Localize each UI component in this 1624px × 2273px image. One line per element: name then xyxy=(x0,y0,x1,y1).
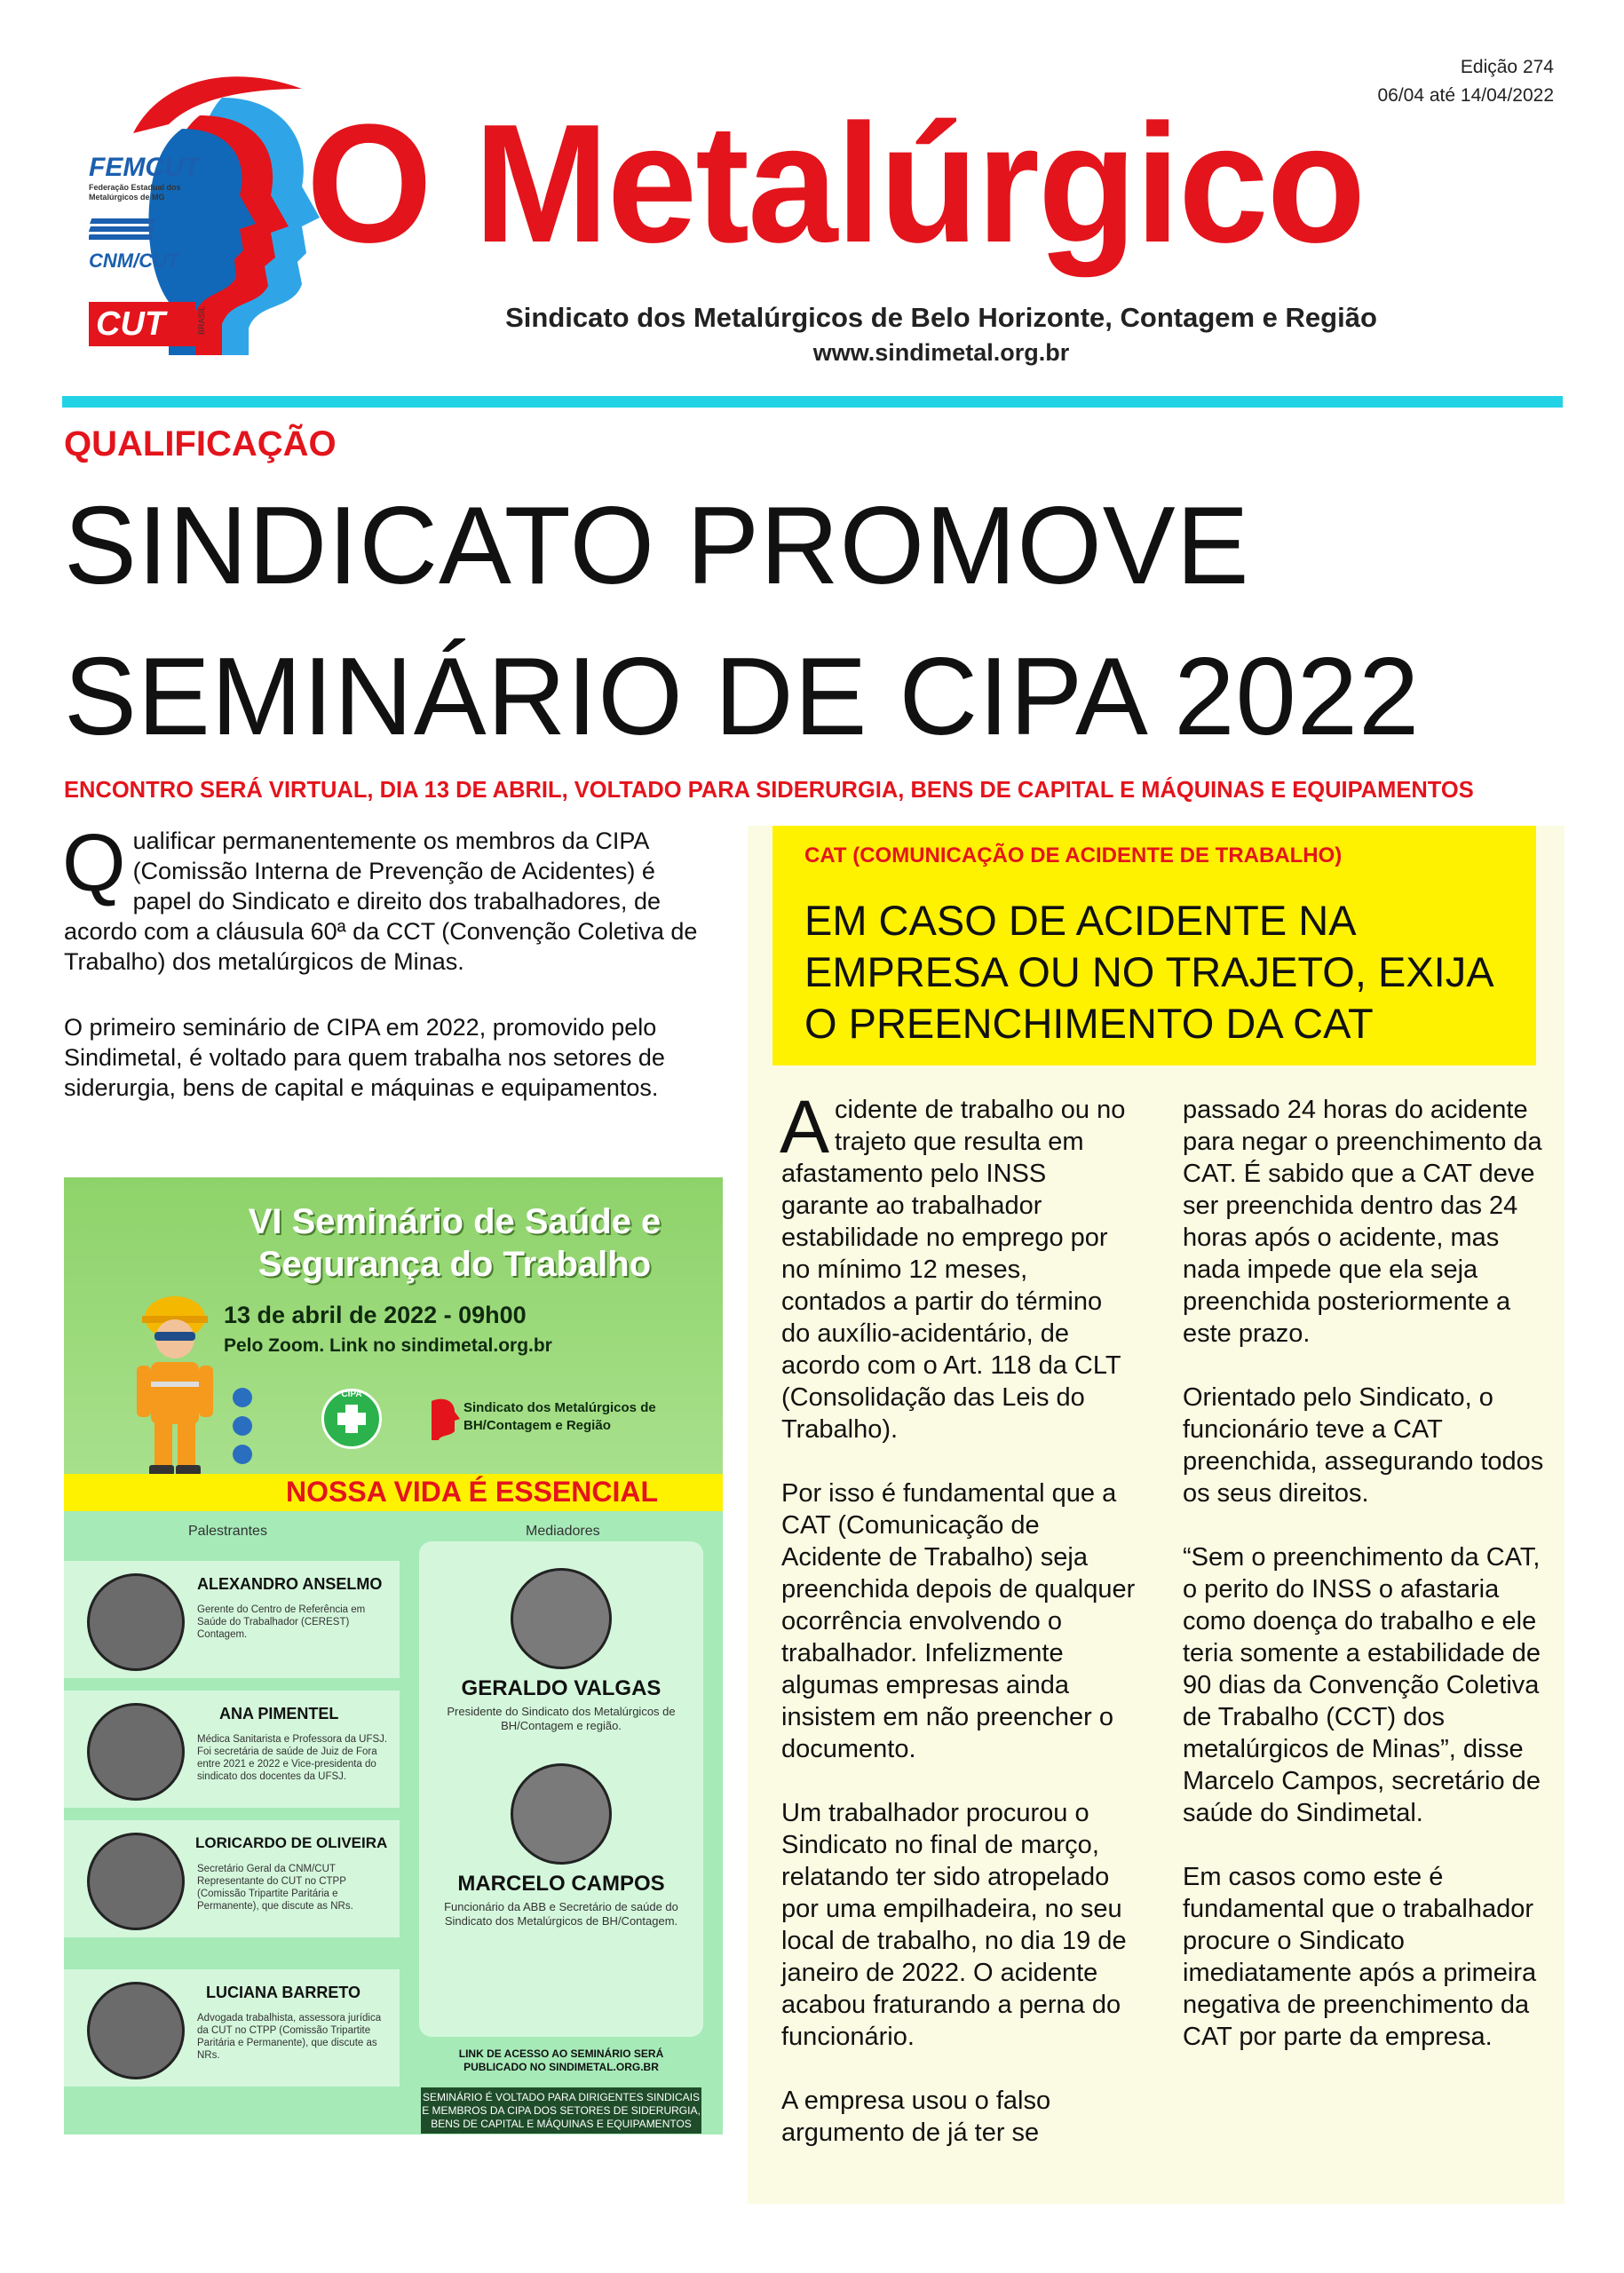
drop-cap: A xyxy=(780,1085,830,1168)
femcut-logo xyxy=(89,153,213,202)
mediator-avatar xyxy=(511,1568,612,1669)
speaker-description: Médica Sanitarista e Professora da UFSJ. Foi secretária de saúde de Juiz de Fora entre 2021 e 2022 e Vice-presidenta do sindicato dos docentes da UFSJ. xyxy=(197,1734,388,1782)
speaker-card xyxy=(64,1561,400,1678)
article-paragraph-1 xyxy=(62,818,712,977)
cnmcut-logo-text: CNM/CUT xyxy=(89,249,179,272)
cat-paragraph: Em casos como este é fundamental que o trabalhador procure o Sindicato imediatamente após a primeira negativa de preenchimento da CAT por parte da empresa. xyxy=(1183,1863,1537,2051)
cnmcut-logo xyxy=(89,217,213,273)
cat-title: EM CASO DE ACIDENTE NA EMPRESA OU NO TRAJETO, EXIJA O PREENCHIMENTO DA CAT xyxy=(804,897,1492,1047)
cat-paragraph: A empresa usou o falso argumento de já ter se xyxy=(781,2087,1051,2147)
seminar-poster xyxy=(64,1177,723,2134)
mediator-name: MARCELO CAMPOS xyxy=(457,1872,665,1896)
section-label: QUALIFICAÇÃO xyxy=(64,424,337,463)
speaker-name: ANA PIMENTEL xyxy=(219,1705,339,1723)
masthead-subtitle: Sindicato dos Metalúrgicos de Belo Horizonte, Contagem e Região xyxy=(505,302,1377,333)
cat-paragraph: passado 24 horas do acidente para negar o preenchimento da CAT. É sabido que a CAT deve ser preenchida dentro das 24 horas após o acidente, mas nada impede que ela seja preenchida posteriormente a este prazo. xyxy=(1183,1096,1542,1348)
article-deck: ENCONTRO SERÁ VIRTUAL, DIA 13 DE ABRIL, VOLTADO PARA SIDERURGIA, BENS DE CAPITAL E MÁQUINAS E EQUIPAMENTOS xyxy=(64,778,1474,803)
speaker-name: ALEXANDRO ANSELMO xyxy=(197,1575,383,1593)
headline-line-1: SINDICATO PROMOVE xyxy=(64,485,1250,607)
poster-title: VI Seminário de Saúde e Segurança do Trabalho xyxy=(248,1202,661,1284)
headline-line-2: SEMINÁRIO DE CIPA 2022 xyxy=(64,636,1421,758)
cat-column-1 xyxy=(780,1085,1137,2181)
mediator-name: GERALDO VALGAS xyxy=(461,1676,661,1700)
cut-logo-subtext: BRASIL xyxy=(197,306,206,336)
drop-cap: Q xyxy=(62,818,126,908)
paragraph-text: ualificar permanentemente os membros da CIPA (Comissão Interna de Prevenção de Acidentes) é papel do Sindicato e direito dos trabalhadores, de acordo com a cláusula 60ª da CCT (Convenção Coletiva de Trabalho) dos metalúrgicos de Minas. xyxy=(64,828,698,975)
green-cross-icon xyxy=(324,1391,379,1446)
cat-paragraph: “Sem o preenchimento da CAT, o perito do INSS o afastaria como doença do trabalho e ele teria somente a estabilidade de 90 dias da Convenção Coletiva de Trabalho (CCT) dos metalúrgicos de Minas”, disse Marcelo Campos, secretário de saúde do Sindimetal. xyxy=(1183,1543,1541,1827)
edition-date-range: 06/04 até 14/04/2022 xyxy=(1377,85,1554,106)
poster-slogan: NOSSA VIDA É ESSENCIAL xyxy=(286,1476,659,1508)
speaker-avatar xyxy=(87,1833,185,1930)
mediator-description: Presidente do Sindicato dos Metalúrgicos de BH/Contagem e região. xyxy=(447,1705,676,1732)
femcut-logo-text: FEMCUT xyxy=(89,153,200,182)
mediators-label: Mediadores xyxy=(526,1524,600,1539)
masthead-title: O Metalúrgico xyxy=(306,90,1365,278)
edition-info xyxy=(1350,53,1554,110)
safety-equipment-icons xyxy=(231,1387,254,1467)
speaker-description: Advogada trabalhista, assessora jurídica da CUT no CTPP (Comissão Tripartite Paritária e Permanente), que discute as NRs. xyxy=(197,2013,382,2061)
cat-paragraph xyxy=(780,1085,1137,1445)
speaker-avatar xyxy=(87,1703,185,1801)
cipa-badge xyxy=(321,1389,382,1449)
mediator-description: Funcionário da ABB e Secretário de saúde do Sindicato dos Metalúrgicos de BH/Contagem. xyxy=(444,1900,678,1928)
article-paragraph-2: O primeiro seminário de CIPA em 2022, promovido pelo Sindimetal, é voltado para quem trabalha nos setores de siderurgia, bens de capital e máquinas e equipamentos. xyxy=(64,1014,665,1101)
mediator-card xyxy=(419,1568,703,1733)
syndicate-mini-logo-icon xyxy=(428,1396,460,1440)
speaker-description: Secretário Geral da CNM/CUT Representante do CUT no CTPP (Comissão Tripartite Paritária e Permanente), que discute as NRs. xyxy=(197,1864,353,1912)
website-link[interactable]: www.sindimetal.org.br xyxy=(812,339,1070,366)
cut-logo xyxy=(89,302,195,346)
cat-kicker: CAT (COMUNICAÇÃO DE ACIDENTE DE TRABALHO) xyxy=(804,843,1343,867)
mediator-avatar xyxy=(511,1763,612,1865)
speaker-card xyxy=(64,1969,400,2087)
poster-link-note: LINK DE ACESSO AO SEMINÁRIO SERÁ PUBLICADO NO SINDIMETAL.ORG.BR xyxy=(458,2047,664,2073)
cut-logo-text: CUT xyxy=(96,305,166,343)
cat-paragraph: Um trabalhador procurou o Sindicato no final de março, relatando ter sido atropelado por uma empilhadeira, no seu local de trabalho, no dia 19 de janeiro de 2022. O acidente acabou fraturando a perna do funcionário. xyxy=(781,1799,1127,2051)
edition-number: Edição 274 xyxy=(1460,57,1554,77)
speaker-name: LUCIANA BARRETO xyxy=(206,1984,360,2001)
cnm-stripes-icon xyxy=(89,217,160,249)
mediator-card xyxy=(419,1763,703,1928)
speakers-label: Palestrantes xyxy=(188,1524,267,1539)
cat-paragraph: Por isso é fundamental que a CAT (Comunicação de Acidente de Trabalho) seja preenchida depois de qualquer ocorrência envolvendo o trabalhador. Infelizmente algumas empresas ainda insistem em não preencher o documento. xyxy=(781,1479,1136,1763)
femcut-logo-subtext: Federação Estadual dos Metalúrgicos de MG xyxy=(89,183,181,202)
cat-paragraph: Orientado pelo Sindicato, o funcionário teve a CAT preenchida, assegurando todos os seus direitos. xyxy=(1183,1383,1544,1508)
speaker-avatar xyxy=(87,1982,185,2079)
speaker-avatar xyxy=(87,1573,185,1671)
poster-date: 13 de abril de 2022 - 09h00 xyxy=(224,1302,527,1328)
poster-footer: SEMINÁRIO É VOLTADO PARA DIRIGENTES SINDICAIS E MEMBROS DA CIPA DOS SETORES DE SIDERURGIA, BENS DE CAPITAL E MÁQUINAS E EQUIPAMENTOS xyxy=(421,2087,701,2134)
speaker-description: Gerente do Centro de Referência em Saúde do Trabalhador (CEREST) Contagem. xyxy=(197,1604,366,1640)
header-divider xyxy=(62,396,1563,408)
cipa-badge-label: CIPA xyxy=(341,1390,362,1399)
speaker-name: LORICARDO DE OLIVEIRA xyxy=(195,1834,388,1851)
paragraph-text: cidente de trabalho ou no trajeto que resulta em afastamento pelo INSS garante ao trabalhador estabilidade no emprego por no mínimo 12 meses, contados a partir do término do auxílio-acidentário, de acordo com o Art. 118 da CLT (Consolidação das Leis do Trabalho). xyxy=(781,1096,1126,1444)
poster-syndicate-name: Sindicato dos Metalúrgicos de BH/Contagem e Região xyxy=(463,1400,656,1433)
poster-zoom-info: Pelo Zoom. Link no sindimetal.org.br xyxy=(224,1335,552,1356)
worker-illustration-icon xyxy=(126,1293,224,1479)
speaker-card xyxy=(64,1820,400,1937)
speaker-card xyxy=(64,1691,400,1808)
cat-column-2 xyxy=(1183,1094,1547,2085)
